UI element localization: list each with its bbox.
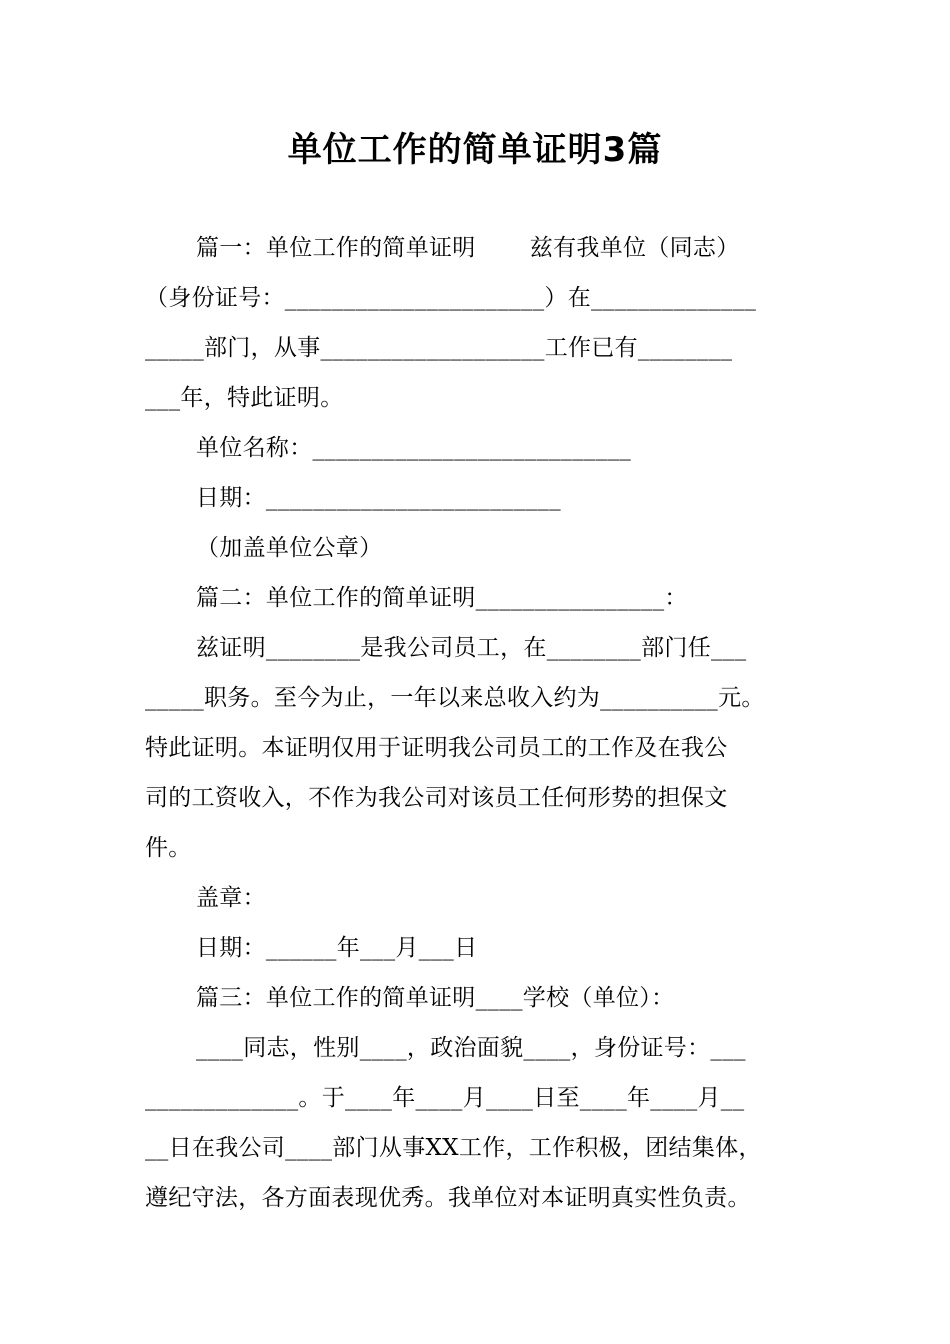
paragraph-line: _____部门，从事___________________工作已有________ — [145, 335, 733, 361]
paragraph-line: 日期：______年___月___日 — [196, 935, 478, 961]
document-title: 单位工作的简单证明3篇 — [287, 130, 663, 170]
paragraph-line: 篇二：单位工作的简单证明________________： — [196, 585, 688, 611]
paragraph-line: 单位名称：___________________________ — [196, 435, 632, 461]
paragraph-line: ___年，特此证明。 — [145, 385, 344, 411]
paragraph-line: 兹证明________是我公司员工，在________部门任___ — [196, 635, 747, 661]
paragraph-line: （身份证号：______________________）在______________ — [145, 285, 757, 311]
paragraph-line: 遵纪守法，各方面表现优秀。我单位对本证明真实性负责。 — [145, 1185, 751, 1211]
paragraph-line: __日在我公司____部门从事XX工作，工作积极，团结集体， — [145, 1135, 762, 1161]
paragraph-line: 特此证明。本证明仅用于证明我公司员工的工作及在我公 — [145, 735, 728, 761]
paragraph-line: 盖章： — [196, 885, 266, 911]
paragraph-line: 篇一：单位工作的简单证明 兹有我单位（同志） — [196, 235, 740, 261]
paragraph-line: 司的工资收入，不作为我公司对该员工任何形势的担保文 — [145, 785, 728, 811]
paragraph-line: 篇三：单位工作的简单证明____学校（单位）： — [196, 985, 675, 1011]
paragraph-line: 件。 — [145, 835, 192, 861]
paragraph-line: （加盖单位公章） — [196, 535, 383, 561]
paragraph-line: ____同志，性别____，政治面貌____，身份证号：___ — [196, 1035, 746, 1061]
paragraph-line: _____职务。至今为止，一年以来总收入约为__________元。 — [145, 685, 765, 711]
paragraph-line: 日期：_________________________ — [196, 485, 561, 511]
paragraph-line: _____________。于____年____月____日至____年____月__ — [145, 1085, 745, 1111]
